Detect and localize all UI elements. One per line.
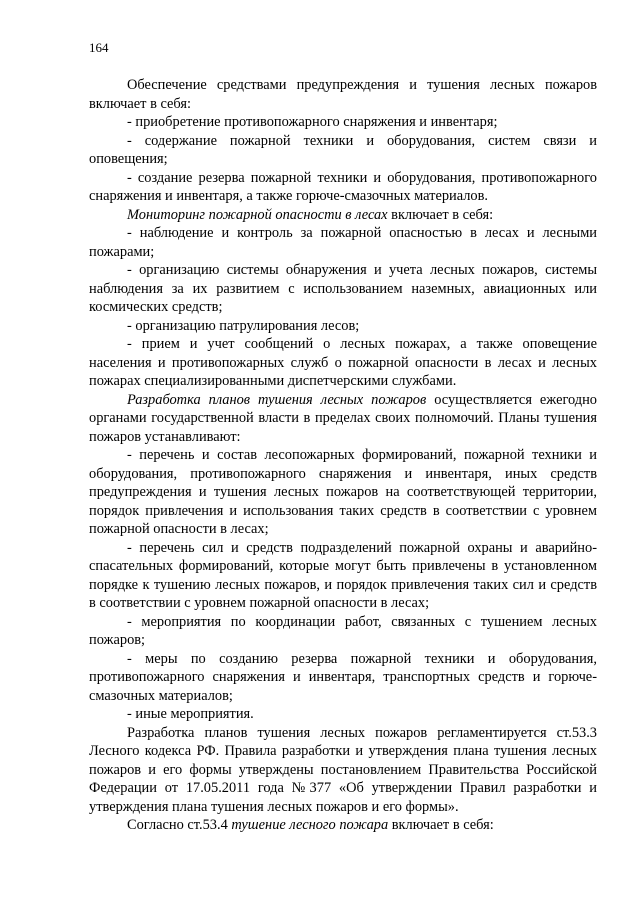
list-item: - приобретение противопожарного снаряжения и инвентаря;	[127, 114, 498, 130]
paragraph-regulation: Разработка планов тушения лесных пожаров регламентируется ст.53.3 Лесного кодекса РФ. Правила разработки и утверждения плана тушения лесных пожаров и его формы утверждены постановлением Правительства Российской Федерации от 17.05.2011 года №377 «Об утверждении Правил разработки и утверждения плана тушения лесных пожаров и его формы».	[89, 724, 597, 815]
paragraph-monitoring	[89, 206, 597, 225]
list-item: - создание резерва пожарной техники и оборудования, противопожарного снаряжения и инвентаря, а также горюче-смазочных материалов.	[89, 169, 597, 204]
italic-term-fire-plans: Разработка планов тушения лесных пожаров	[127, 391, 427, 408]
list-item: - меры по созданию резерва пожарной техники и оборудования, противопожарного снаряжения и инвентаря, транспортных средств и горюче-смазочных материалов;	[89, 650, 597, 704]
list-item: - содержание пожарной техники и оборудования, систем связи и оповещения;	[89, 132, 597, 167]
paragraph-text: осуществляется ежегодно органами государственной власти в пределах своих полномочий. Планы тушения пожаров устанавливают:	[89, 391, 597, 445]
paragraph-fire-plans	[89, 391, 597, 447]
list-item: - мероприятия по координации работ, связанных с тушением лесных пожаров;	[89, 613, 597, 648]
paragraph-fire-prevention-means: Обеспечение средствами предупреждения и тушения лесных пожаров включает в себя:	[89, 77, 597, 112]
list-item: - иные мероприятия.	[127, 706, 254, 722]
list-item: - организацию системы обнаружения и учета лесных пожаров, системы наблюдения за их развитием с использованием наземных, авиационных или космических средств;	[89, 262, 597, 315]
list-item: - перечень и состав лесопожарных формирований, пожарной техники и оборудования, противопожарного снаряжения и инвентаря, иных средств предупреждения и тушения лесных пожаров на соответствующей территории, порядок привлечения и использования таких средств в соответствии с уровнем пожарной опасности в лесах;	[89, 447, 597, 537]
list-item: - наблюдение и контроль за пожарной опасностью в лесах и лесными пожарами;	[89, 225, 597, 260]
paragraph-text: Согласно ст.53.4	[127, 817, 232, 833]
list-item: - прием и учет сообщений о лесных пожарах, а также оповещение населения и противопожарных служб о пожарной опасности в лесах и лесных пожарах специализированными диспетчерскими службами.	[89, 336, 597, 389]
paragraph-text: включает в себя:	[387, 206, 494, 223]
italic-term-monitoring: Мониторинг пожарной опасности в лесах	[127, 206, 388, 223]
paragraph-text: включает в себя:	[388, 817, 494, 833]
list-item: - организацию патрулирования лесов;	[127, 317, 360, 334]
list-item: - перечень сил и средств подразделений пожарной охраны и аварийно-спасательных формирований, которые могут быть привлечены в установленном порядке к тушению лесных пожаров, и порядок привлечения таких сил и средств в соответствии с уровнем пожарной опасности в лесах;	[89, 539, 597, 611]
page-body	[89, 76, 597, 835]
page-number: 164	[89, 40, 109, 55]
paragraph-extinguishing	[89, 816, 597, 835]
italic-term-extinguishing: тушение лесного пожара	[231, 817, 389, 833]
